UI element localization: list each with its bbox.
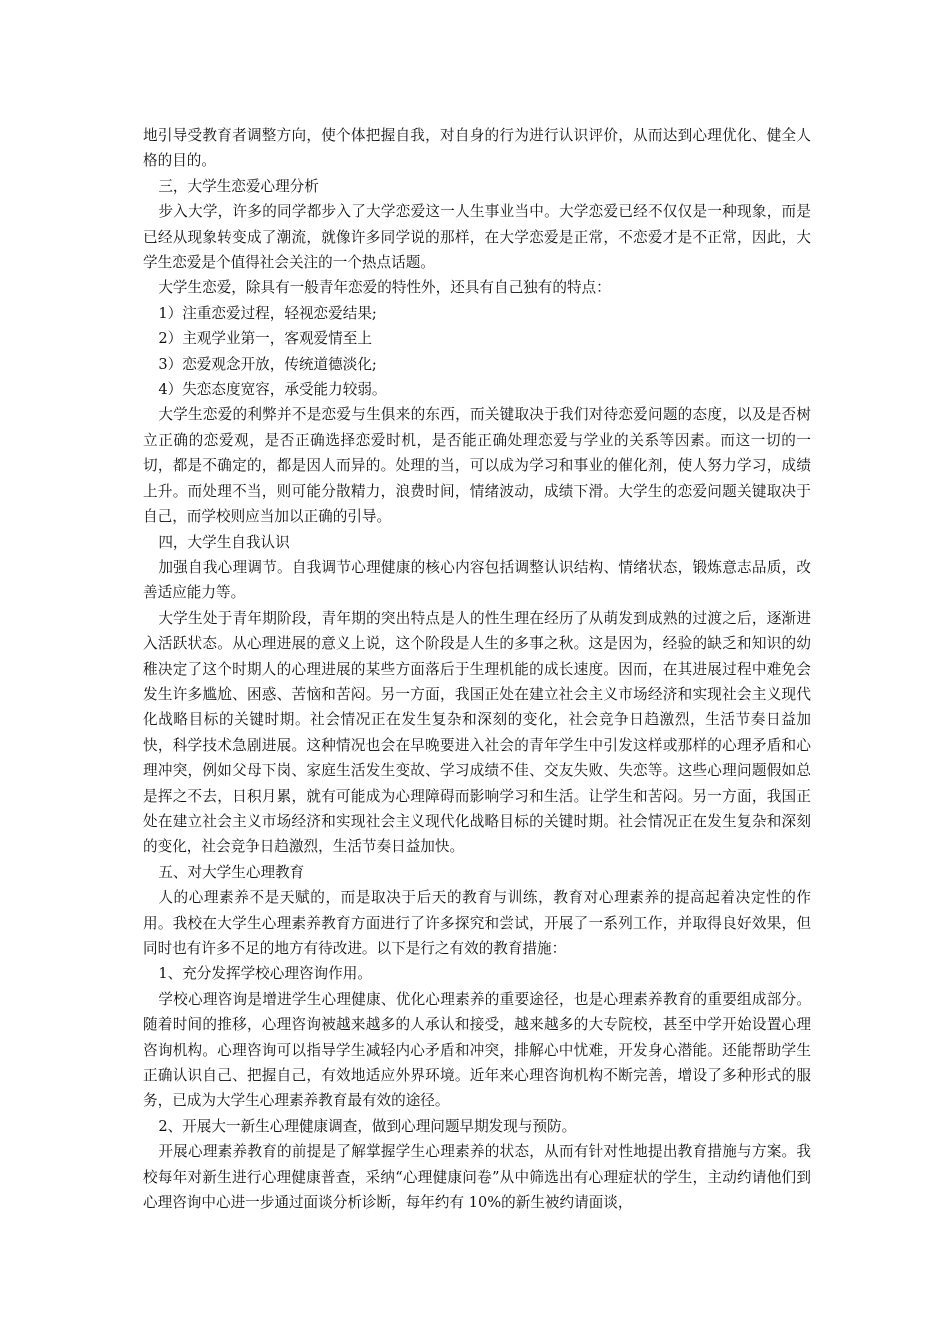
document-body [143, 123, 811, 1215]
subheading: 2、开展大一新生心理健康调查，做到心理问题早期发现与预防。 [158, 1117, 577, 1135]
subheading: 1、充分发挥学校心理咨询作用。 [158, 965, 372, 983]
paragraph: 步入大学，许多的同学都步入了大学恋爱这一人生事业当中。大学恋爱已经不仅仅是一种现象，而是已经从现象转变成了潮流，就像许多同学说的那样，在大学恋爱是正常，不恋爱才是不正常，因此，大学生恋爱是个值得社会关注的一个热点话题。 [143, 203, 811, 272]
section-heading-5: 五、对大学生心理教育 [158, 863, 305, 881]
paragraph: 学校心理咨询是增进学生心理健康、优化心理素养的重要途径，也是心理素养教育的重要组成部分。随着时间的推移，心理咨询被越来越多的人承认和接受，越来越多的大专院校，甚至中学开始设置心理咨询机构。心理咨询可以指导学生减轻内心矛盾和冲突，排解心中忧难，开发身心潜能。还能帮助学生正确认识自己、把握自己，有效地适应外界环境。近年来心理咨询机构不断完善，增设了多种形式的服务，已成为大学生心理素养教育最有效的途径。 [143, 990, 811, 1110]
section-heading-4: 四，大学生自我认识 [158, 533, 290, 551]
list-item: 4）失恋态度宽容，承受能力较弱。 [158, 381, 387, 399]
paragraph: 加强自我心理调节。自我调节心理健康的核心内容包括调整认识结构、情绪状态，锻炼意志品质，改善适应能力等。 [143, 558, 811, 602]
paragraph: 人的心理素养不是天赋的，而是取决于后天的教育与训练，教育对心理素养的提高起着决定性的作用。我校在大学生心理素养教育方面进行了许多探究和尝试，开展了一系列工作，并取得良好效果，但同时也有许多不足的地方有待改进。以下是行之有效的教育措施： [143, 889, 811, 957]
paragraph: 大学生恋爱，除具有一般青年恋爱的特性外，还具有自己独有的特点： [158, 279, 611, 297]
paragraph: 开展心理素养教育的前提是了解掌握学生心理素养的状态，从而有针对性地提出教育措施与方案。我校每年对新生进行心理健康普查，采纳“心理健康问卷”从中筛选出有心理症状的学生，主动约请他们到心理咨询中心进一步通过面谈分析诊断，每年约有 10%的新生被约请面谈， [143, 1143, 811, 1212]
paragraph: 大学生恋爱的利弊并不是恋爱与生俱来的东西，而关键取决于我们对待恋爱问题的态度，以及是否树立正确的恋爱观，是否正确选择恋爱时机，是否能正确处理恋爱与学业的关系等因素。而这一切的一切，都是不确定的，都是因人而异的。处理的当，可以成为学习和事业的催化剂，使人努力学习，成绩上升。而处理不当，则可能分散精力，浪费时间，情绪波动，成绩下滑。大学生的恋爱问题关键取决于自己，而学校则应当加以正确的引导。 [143, 406, 811, 526]
list-item: 2）主观学业第一，客观爱情至上 [158, 330, 372, 348]
section-heading-3: 三，大学生恋爱心理分析 [158, 177, 319, 195]
paragraph: 大学生处于青年期阶段，青年期的突出特点是人的性生理在经历了从萌发到成熟的过渡之后，逐渐进入活跃状态。从心理进展的意义上说，这个阶段是人生的多事之秋。这是因为，经验的缺乏和知识的幼稚决定了这个时期人的心理进展的某些方面落后于生理机能的成长速度。因而，在其进展过程中难免会发生许多尴尬、困惑、苦恼和苦闷。另一方面，我国正处在建立社会主义市场经济和实现社会主义现代化战略目标的关键时期。社会情况正在发生复杂和深刻的变化，社会竞争日趋激烈，生活节奏日益加快，科学技术急剧进展。这种情况也会在早晚要进入社会的青年学生中引发这样或那样的心理矛盾和心理冲突，例如父母下岗、家庭生活发生变故、学习成绩不佳、交友失败、失恋等。这些心理问题假如总是挥之不去，日积月累，就有可能成为心理障碍而影响学习和生活。让学生和苦闷。另一方面，我国正处在建立社会主义市场经济和实现社会主义现代化战略目标的关键时期。社会情况正在发生复杂和深刻的变化，社会竞争日趋激烈，生活节奏日益加快。 [143, 609, 811, 856]
paragraph: 地引导受教育者调整方向，使个体把握自我，对自身的行为进行认识评价，从而达到心理优化、健全人格的目的。 [143, 127, 811, 170]
list-item: 3）恋爱观念开放，传统道德淡化; [158, 355, 377, 373]
list-item: 1）注重恋爱过程，轻视恋爱结果; [158, 304, 377, 322]
